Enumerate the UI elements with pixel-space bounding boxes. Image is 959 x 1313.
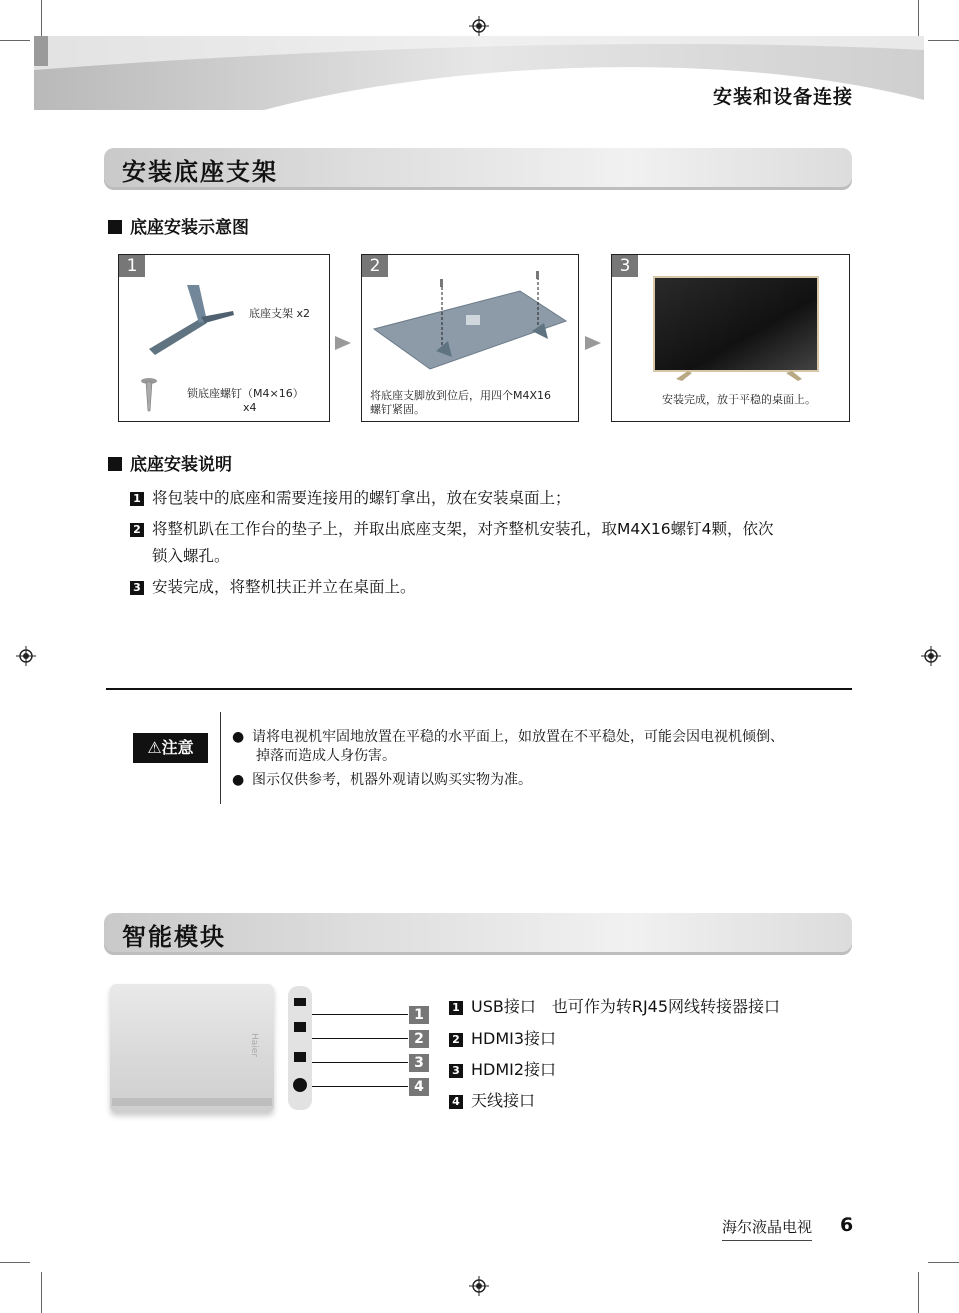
registration-mark-icon <box>469 1276 489 1296</box>
step-caption: 安装完成，放于平稳的桌面上。 <box>662 393 816 406</box>
registration-mark-icon <box>16 646 36 666</box>
usb-port-icon <box>294 998 306 1006</box>
instruction-item: 2 将整机趴在工作台的垫子上，并取出底座支架，对齐整机安装孔，取M4X16螺钉4颗，依次 <box>130 515 773 543</box>
instructions-heading: 底座安装说明 <box>108 450 232 475</box>
warning-icon: ⚠ <box>147 738 162 757</box>
arrow-right-icon <box>585 336 601 350</box>
module-side <box>288 986 312 1110</box>
module-brand: Haier <box>248 1032 259 1058</box>
callout-line <box>312 1062 408 1063</box>
number-badge: 1 <box>449 1001 463 1015</box>
smart-module-image <box>110 984 274 1112</box>
number-badge: 2 <box>130 523 144 537</box>
number-badge: 3 <box>449 1064 463 1078</box>
step-box <box>361 254 579 422</box>
callout-line <box>312 1038 408 1039</box>
number-badge: 1 <box>130 492 144 506</box>
square-bullet-icon <box>108 220 122 234</box>
registration-mark-icon <box>921 646 941 666</box>
step-caption: 底座支架 x2 <box>249 307 311 320</box>
number-badge: 4 <box>449 1095 463 1109</box>
step-caption: 将底座支脚放到位后，用四个M4X16 <box>370 389 552 402</box>
port-label: 3 HDMI2接口 <box>449 1057 556 1080</box>
diagram-heading: 底座安装示意图 <box>108 213 249 238</box>
callout-line <box>312 1014 408 1015</box>
instruction-item: 1 将包装中的底座和需要连接用的螺钉拿出，放在安装桌面上； <box>130 484 571 512</box>
caution-item-cont: 掉落而造成人身伤害。 <box>256 748 396 764</box>
screw-icon <box>137 377 161 413</box>
caution-badge: ⚠注意 <box>133 733 208 763</box>
instruction-item: 3 安装完成，将整机扶正并立在桌面上。 <box>130 573 416 601</box>
bullet-icon: ● <box>232 729 245 745</box>
page-number: 6 <box>840 1214 854 1236</box>
callout-number: 4 <box>409 1078 429 1096</box>
square-bullet-icon <box>108 457 122 471</box>
crop-mark <box>0 40 30 41</box>
port-label: 1 USB接口 也可作为转RJ45网线转接器接口 <box>449 994 780 1017</box>
crop-mark <box>918 1272 919 1313</box>
crop-mark <box>0 1262 30 1263</box>
number-badge: 3 <box>130 581 144 595</box>
chapter-title: 安装和设备连接 <box>712 86 853 108</box>
callout-number: 2 <box>409 1030 429 1048</box>
caution-item: ● 请将电视机牢固地放置在平稳的水平面上，如放置在不平稳处，可能会因电视机倾倒、 <box>232 729 784 745</box>
tv-installed-icon <box>652 275 820 385</box>
caution-divider <box>220 712 221 804</box>
caution-item: ● 图示仅供参考，机器外观请以购买实物为准。 <box>232 772 532 788</box>
step-caption: x4 <box>243 401 257 414</box>
step-box <box>611 254 850 422</box>
section-title: 安装底座支架 <box>122 158 278 186</box>
crop-mark <box>41 1272 42 1313</box>
footer-brand: 海尔液晶电视 <box>722 1216 812 1241</box>
hdmi-port-icon <box>294 1052 306 1062</box>
callout-number: 3 <box>409 1054 429 1072</box>
divider <box>106 688 852 690</box>
step-number: 1 <box>119 255 145 277</box>
port-label: 4 天线接口 <box>449 1088 535 1111</box>
crop-mark <box>928 1262 959 1263</box>
module-edge <box>112 1098 272 1106</box>
hdmi-port-icon <box>294 1022 306 1032</box>
step-number: 2 <box>362 255 388 277</box>
port-label: 2 HDMI3接口 <box>449 1026 556 1049</box>
step-number: 3 <box>612 255 638 277</box>
step-caption: 锁底座螺钉（M4×16） <box>187 387 304 400</box>
arrow-right-icon <box>335 336 351 350</box>
callout-line <box>312 1086 408 1087</box>
antenna-port-icon <box>293 1078 307 1092</box>
step-caption: 螺钉紧固。 <box>370 403 425 416</box>
tv-face-down-icon <box>370 269 570 375</box>
step-box <box>118 254 330 422</box>
instruction-item-cont: 锁入螺孔。 <box>152 547 230 565</box>
stand-icon <box>141 277 241 357</box>
callout-number: 1 <box>409 1006 429 1024</box>
bullet-icon: ● <box>232 772 245 788</box>
section-title: 智能模块 <box>122 923 226 951</box>
number-badge: 2 <box>449 1033 463 1047</box>
crop-mark <box>928 40 959 41</box>
